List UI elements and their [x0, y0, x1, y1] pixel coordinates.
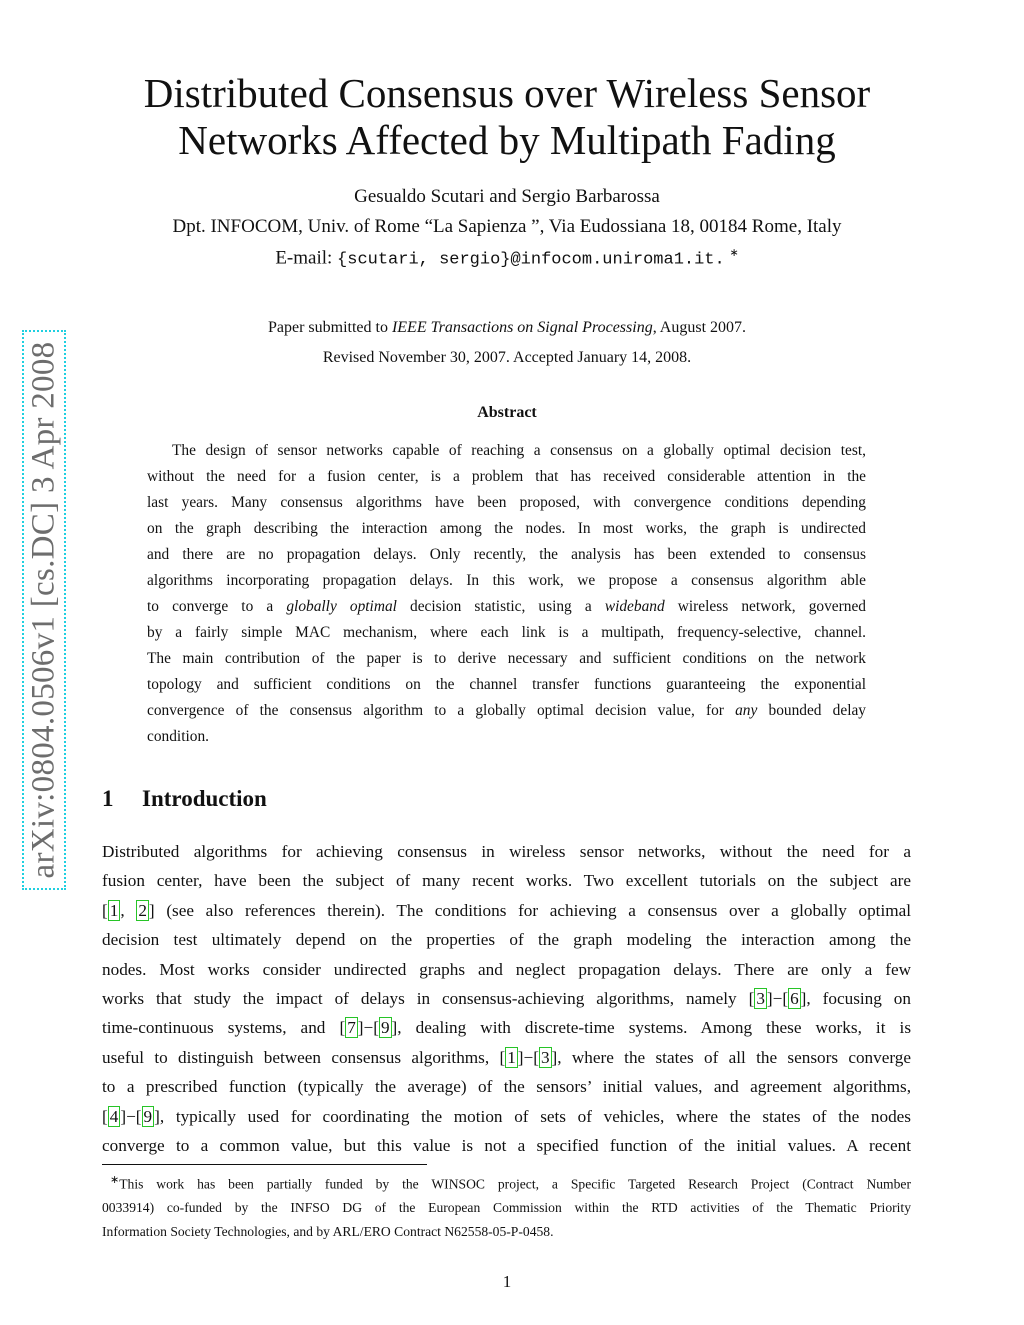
body-line: useful to distinguish between consensus algorithms, [ 1 ]−[ 3 ], where the states of all the sensors converge	[102, 1047, 911, 1067]
journal-name: IEEE Transactions on Signal Processing	[391, 319, 653, 336]
abstract-line: and there are no propagation delays. Only recently, the analysis has been extended to consensus	[147, 546, 866, 563]
arxiv-stamp-text: arXiv:0804.0506v1 [cs.DC] 3 Apr 2008	[25, 341, 62, 879]
body-line: [ 4 ]−[ 9 ], typically used for coordinating the motion of sets of vehicles, where the states of the nodes	[102, 1106, 911, 1126]
submission-after: , August 2007.	[652, 319, 747, 336]
abstract-body	[147, 438, 866, 750]
affiliation: Dpt. INFOCOM, Univ. of Rome “La Sapienza ”, Via Eudossiana 18, 00184 Rome, Italy	[172, 216, 842, 237]
submission-before: Paper submitted to	[267, 319, 392, 336]
paper-title	[100, 70, 914, 164]
abstract-line: topology and sufficient conditions on the channel transfer functions guaranteeing the exponential	[147, 676, 866, 693]
body-line: fusion center, have been the subject of many recent works. Two excellent tutorials on the subject are	[102, 871, 911, 891]
abstract-line: The main contribution of the paper is to derive necessary and sufficient conditions on the network	[147, 650, 866, 667]
page-number: 1	[502, 1272, 512, 1291]
abstract-line: algorithms incorporating propagation delays. In this work, we propose a consensus algorithm able	[147, 572, 866, 589]
body-line: to a prescribed function (typically the average) of the sensors’ initial values, and agreement algorithms,	[102, 1077, 911, 1097]
citation-link[interactable]: 1	[109, 900, 119, 920]
abstract-line: on the graph describing the interaction among the nodes. In most works, the graph is undirected	[147, 520, 866, 537]
abstract-line: convergence of the consensus algorithm to a globally optimal decision value, for any bounded delay	[147, 702, 867, 719]
footnote	[102, 1169, 911, 1243]
email-address: {scutari, sergio}@infocom.uniroma1.it.	[337, 250, 725, 270]
abstract-line: without the need for a fusion center, is a problem that has received considerable attention in the	[147, 468, 866, 485]
citation-link[interactable]: 1	[507, 1047, 516, 1067]
citation-link[interactable]: 2	[138, 900, 147, 920]
abstract-line: to converge to a globally optimal decision statistic, using a wideband wireless network, governed	[147, 598, 866, 615]
abstract-line: by a fairly simple MAC mechanism, where each link is a multipath, frequency-selective, channel.	[147, 624, 866, 641]
abstract-line: condition.	[147, 728, 209, 745]
citation-link[interactable]: 9	[380, 1018, 390, 1038]
body-line: Distributed algorithms for achieving consensus in wireless sensor networks, without the need for a	[102, 842, 911, 861]
citation-link[interactable]: 7	[347, 1018, 356, 1038]
footnote-mark: ∗	[110, 1174, 120, 1186]
abstract-line: The design of sensor networks capable of reaching a consensus on a globally optimal decision test,	[172, 442, 866, 459]
title-line-1: Distributed Consensus over Wireless Sensor	[143, 70, 871, 116]
citation-link[interactable]: 3	[756, 989, 765, 1009]
citation-link[interactable]: 6	[790, 989, 799, 1009]
footnote-line: 0033914) co-funded by the INFSO DG of the European Commission within the RTD activities of the Thematic Priority	[102, 1200, 911, 1216]
footnote-line: Information Society Technologies, and by ARL/ERO Contract N62558-05-P-0458.	[102, 1223, 554, 1239]
footnote-mark: ∗	[729, 247, 739, 259]
footnote-line: ∗This work has been partially funded by the WINSOC project, a Specific Targeted Research Project (Contract Number	[110, 1174, 911, 1192]
abstract-line: last years. Many consensus algorithms have been proposed, with convergence conditions depending	[147, 494, 866, 511]
section-heading	[102, 786, 267, 812]
body-line: [ 1 , 2 ] (see also references therein). The conditions for achieving a consensus over a globally optimal	[102, 900, 912, 920]
body-line: time-continuous systems, and [ 7 ]−[ 9 ], dealing with discrete-time systems. Among these works, it is	[102, 1018, 912, 1038]
section-title: Introduction	[142, 786, 267, 811]
arxiv-stamp[interactable]	[22, 330, 66, 890]
abstract-heading: Abstract	[477, 404, 537, 421]
introduction-body	[102, 837, 911, 1160]
footnote-rule	[102, 1164, 427, 1165]
revision-note: Revised November 30, 2007. Accepted January 14, 2008.	[322, 349, 692, 366]
email-prefix: E-mail:	[275, 247, 338, 269]
authors: Gesualdo Scutari and Sergio Barbarossa	[354, 186, 660, 207]
citation-link[interactable]: 9	[143, 1106, 153, 1126]
body-line: decision test ultimately depend on the properties of the graph modeling the interaction among the	[102, 930, 911, 950]
section-number: 1	[102, 786, 114, 811]
submission-note	[100, 319, 914, 337]
body-line: works that study the impact of delays in consensus-achieving algorithms, namely [ 3 ]−[ 6 ], focusing on	[102, 989, 911, 1009]
email-line	[100, 246, 914, 269]
citation-link[interactable]: 3	[540, 1047, 550, 1067]
citation-link[interactable]: 4	[109, 1106, 119, 1126]
title-line-2: Networks Affected by Multipath Fading	[178, 117, 836, 163]
body-line: converge to a common value, but this value is not a specified function of the initial values. A recent	[102, 1136, 911, 1156]
body-line: nodes. Most works consider undirected graphs and neglect propagation delays. There are only a few	[102, 959, 911, 979]
